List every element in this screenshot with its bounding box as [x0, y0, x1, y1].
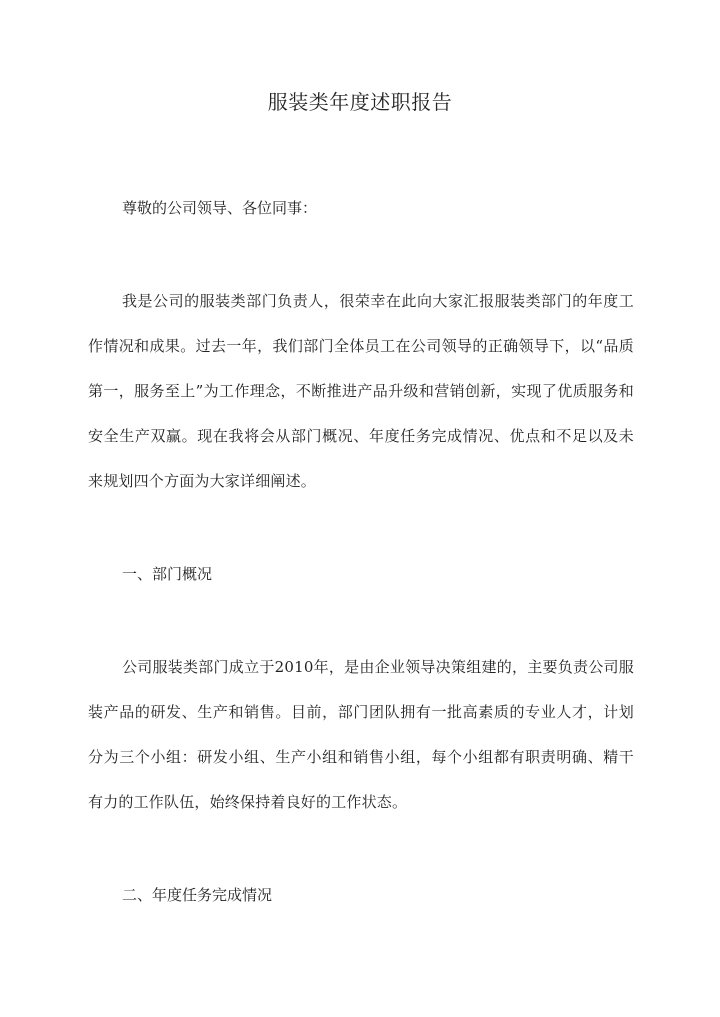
- intro-paragraph: 我是公司的服装类部门负责人，很荣幸在此向大家汇报服装类部门的年度工作情况和成果。过去一年，我们部门全体员工在公司领导的正确领导下，以“品质第一，服务至上”为工作理念，不断推进产品升级和营销创新，实现了优质服务和安全生产双赢。现在我将会从部门概况、年度任务完成情况、优点和不足以及未来规划四个方面为大家详细阐述。: [88, 292, 634, 490]
- section-heading-annual-tasks: 二、年度任务完成情况: [122, 886, 273, 904]
- salutation: 尊敬的公司领导、各位同事：: [122, 199, 318, 217]
- section-heading-department-overview: 一、部门概况: [122, 565, 213, 583]
- document-title: 服装类年度述职报告: [267, 90, 453, 114]
- department-overview-paragraph: 公司服装类部门成立于2010年，是由企业领导决策组建的，主要负责公司服装产品的研发、生产和销售。目前，部门团队拥有一批高素质的专业人才，计划分为三个小组：研发小组、生产小组和销售小组，每个小组都有职责明确、精干有力的工作队伍，始终保持着良好的工作状态。: [88, 658, 634, 811]
